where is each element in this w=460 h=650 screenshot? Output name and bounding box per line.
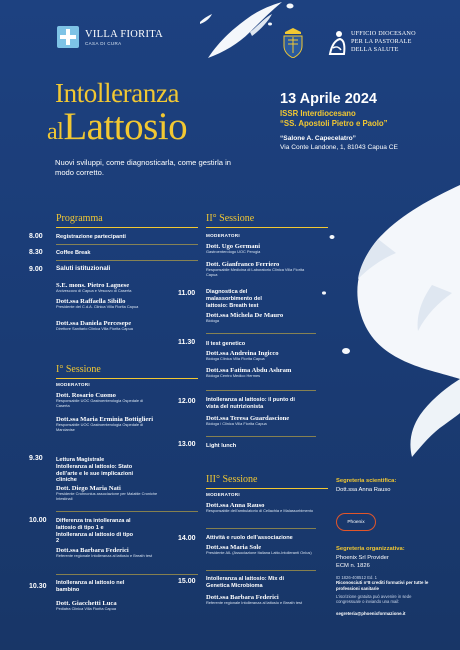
title-prefix: al	[47, 119, 64, 145]
title-word: Lattosio	[63, 105, 188, 148]
org-secretariat-label: Segreteria organizzativa:	[336, 546, 405, 552]
speaker-name: Dott.ssa Maria Sole	[206, 544, 262, 551]
divider	[206, 436, 316, 437]
speaker-role: Presidente AIL (Associazione Italiana Latto-Intolleranti Onlus)	[206, 550, 312, 555]
venue-line-1: ISSR Interdiocesano	[280, 109, 356, 118]
registration-note: L’iscrizione gratuita può avvenire in sede congressuale o inviando una mail:	[336, 594, 412, 605]
speaker	[206, 350, 336, 362]
speaker	[206, 312, 336, 324]
speaker-name: Dott.ssa Daniela Percesepe	[56, 320, 132, 327]
programma-title: Programma	[56, 213, 103, 224]
divider	[56, 244, 198, 245]
session-1-title: I° Sessione	[56, 364, 101, 375]
talk-time: 10.00	[29, 517, 47, 524]
speaker	[56, 320, 156, 332]
agenda-label: Saluti istituzionali	[56, 265, 111, 272]
speaker-name: S.E. mons. Pietro Lagnese	[56, 282, 130, 289]
agenda-row	[29, 266, 110, 273]
divider	[206, 227, 328, 228]
divider	[56, 378, 198, 379]
moderator-role: Responsabile UOC Gastroenterologia Ospedale di Caserta	[56, 398, 144, 408]
talk-row	[29, 583, 55, 590]
moderator-role: Gastroenterologo UOC Perugia	[206, 249, 261, 254]
title-line-1: Intolleranza	[55, 78, 180, 108]
phoenix-logo: Phoenix	[336, 513, 376, 531]
brand-name: VILLA FIORITA	[85, 28, 164, 40]
venue-line-2: “SS. Apostoli Pietro e Paolo”	[280, 119, 388, 128]
venue-address: Via Conte Landone, 1, 81043 Capua CE	[280, 144, 398, 151]
talk-time: 13.00	[178, 441, 196, 448]
ecm-number: ECM n. 1826	[336, 563, 370, 569]
agenda-row	[29, 249, 91, 257]
speaker	[56, 547, 196, 559]
moderator-name: Dott.ssa Anna Rauso	[206, 502, 265, 509]
talk-time: 15.00	[178, 578, 196, 585]
speaker-role: Presidente del C.d.A. Clinica Villa Fiorita Capua	[56, 304, 139, 309]
moderator	[206, 261, 311, 278]
speaker	[206, 415, 336, 427]
speaker-role: Biologa	[206, 318, 219, 323]
moderator-role: Responsabile dell’ambulatorio di Celiachia e Malassorbimento	[206, 508, 314, 513]
talk-time: 9.30	[29, 455, 43, 462]
talk-row	[178, 290, 204, 297]
divider	[56, 227, 198, 228]
speaker	[56, 485, 196, 502]
session-2-title: II° Sessione	[206, 213, 255, 224]
talk-row	[178, 535, 204, 542]
cross-icon	[57, 26, 79, 48]
moderator	[56, 416, 201, 433]
speaker-name: Dott.ssa Barbara Federici	[206, 594, 279, 601]
speaker-name: Dott.ssa Fatima Abdu Ashram	[206, 367, 292, 374]
diocese-crest-icon	[281, 28, 305, 58]
talk-row	[178, 441, 204, 448]
talk-title: Intolleranza al lattosio: Mix di Genetica Microbioma	[206, 576, 285, 589]
talk-title: Intolleranza al lattosio: il punto di vista del nutrizionista	[206, 397, 295, 410]
org-name: Phoenix Srl Provider	[336, 555, 389, 561]
speaker	[56, 282, 196, 294]
divider	[56, 260, 198, 261]
speaker-name: Dott. Giacchetti Luca	[56, 600, 117, 607]
pastoral-figure-icon	[328, 30, 346, 56]
speaker	[206, 367, 336, 379]
title-line-2	[47, 104, 187, 149]
agenda-time: 8.00	[29, 233, 43, 240]
speaker-role: Presidente Crohnonius associazione per Malattie Croniche Intestinali	[56, 491, 158, 501]
speaker-name: Dott.ssa Michela De Mauro	[206, 312, 284, 319]
speaker	[56, 298, 156, 310]
moderator-name: Dott. Rosario Cuomo	[56, 392, 116, 399]
villa-fiorita-logo	[57, 26, 163, 48]
moderator	[206, 502, 336, 514]
speaker-role: Biologa / Clinica Villa Fiorita Capua	[206, 421, 267, 426]
brand-sub: CASA DI CURA	[85, 40, 122, 46]
moderators-label: MODERATORI	[206, 492, 240, 497]
divider	[206, 390, 316, 391]
agenda-label: Coffee Break	[56, 250, 91, 256]
event-date: 13 Aprile 2024	[280, 91, 377, 107]
speaker-name: Dott.ssa Teresa Guardascione	[206, 415, 290, 422]
talk-title: Differenza tra intolleranza al lattosio di tipo 1 e Intolleranza al lattosio di tipo 2	[56, 518, 134, 545]
speaker	[206, 544, 336, 556]
moderator-role: Responsabile Medicina di Laboratorio Clinica Villa Fiorita Capua	[206, 267, 305, 277]
ufficio-diocesano-logo	[328, 30, 416, 56]
speaker-name: Dott.ssa Andreina Ingicco	[206, 350, 279, 357]
speaker-role: Biologa Centro Medico Hermes	[206, 373, 261, 378]
talk-title: Intolleranza al lattosio nel bambino	[56, 580, 125, 593]
moderators-label: MODERATORI	[206, 233, 240, 238]
scientific-secretariat-name: Dott.ssa Anna Rauso	[336, 487, 391, 493]
speaker-role: Biologa Clinica Villa Fiorita Capua	[206, 356, 265, 361]
talk-time: 14.00	[178, 535, 196, 542]
moderator-name: Dott. Gianfranco Ferriero	[206, 261, 280, 268]
speaker	[206, 594, 336, 606]
talk-time: 11.00	[178, 290, 196, 297]
talk-row	[29, 517, 55, 524]
talk-row	[178, 578, 204, 585]
speaker-name: Dott.ssa Barbara Federici	[56, 547, 129, 554]
moderator-name: Dott. Ugo Germani	[206, 243, 261, 250]
subtitle: Nuovi sviluppi, come diagnosticarla, come gestirla in modo corretto.	[55, 158, 232, 177]
speaker-role: Referente regionale Intolleranza al lattosio e Breath test	[206, 600, 303, 605]
agenda-row	[29, 233, 126, 241]
talk-row	[178, 398, 204, 405]
speaker-role: Referente regionale Intolleranza al lattosio e Breath test	[56, 553, 153, 558]
divider	[206, 333, 316, 334]
contact-email: segreteria@phoenixformazione.it	[336, 611, 406, 616]
office-line-3: DELLA SALUTE	[351, 46, 399, 53]
talk-time: 10.30	[29, 583, 47, 590]
scientific-secretariat-label: Segreteria scientifica:	[336, 478, 397, 484]
office-line-1: UFFICIO DIOCESANO	[351, 30, 416, 37]
talk-row	[29, 455, 55, 462]
agenda-time: 9.00	[29, 266, 43, 273]
moderator	[206, 243, 336, 255]
talk-title: Diagnostica del malassorbimento del lattosio: Breath test	[206, 289, 262, 309]
ecm-id: ID 1826-408512 Ed. 1	[336, 575, 377, 580]
divider	[56, 574, 198, 575]
moderator-role: Responsabile UOC Gastroenterologia Ospedale di Marcianise	[56, 422, 144, 432]
session-3-title: III° Sessione	[206, 474, 258, 485]
divider	[206, 488, 328, 489]
talk-title: Il test genetico	[206, 341, 246, 347]
divider	[206, 528, 316, 529]
speaker-name: Dott. Diego Maria Nati	[56, 485, 121, 492]
moderator-name: Dott.ssa Maria Erminia Bottiglieri	[56, 416, 154, 423]
venue-hall: “Salone A. Capecelatro”	[280, 135, 356, 142]
divider	[56, 511, 198, 512]
speaker-role: Arcivescovo di Capua e Vescovo di Caserta	[56, 288, 132, 293]
speaker	[56, 600, 196, 612]
talk-time: 11.30	[178, 339, 196, 346]
talk-row	[178, 339, 204, 346]
talk-title: Light lunch	[206, 443, 237, 449]
divider	[206, 570, 316, 571]
agenda-label: Registrazione partecipanti	[56, 234, 126, 240]
moderators-label: MODERATORI	[56, 382, 90, 387]
moderator	[56, 392, 196, 409]
talk-title: Lettura Magistrale Intolleranza al lattosio: Stato dell’arte e le sue implicazioni cliniche	[56, 457, 134, 484]
speaker-name: Dott.ssa Raffaella Sibillo	[56, 298, 126, 305]
speaker-role: Direttore Sanitario Clinica Villa Fiorita Capua	[56, 326, 133, 331]
office-line-2: PER LA PASTORALE	[351, 38, 412, 45]
credits-text: Riconosciuti n°8 crediti formativi per tutte le professioni sanitarie	[336, 580, 429, 591]
speaker-role: Pediatra Clinica Villa Fiorita Capua	[56, 606, 117, 611]
talk-time: 12.00	[178, 398, 196, 405]
agenda-time: 8.30	[29, 249, 43, 256]
talk-title: Attività e ruolo dell’associazione	[206, 535, 293, 541]
